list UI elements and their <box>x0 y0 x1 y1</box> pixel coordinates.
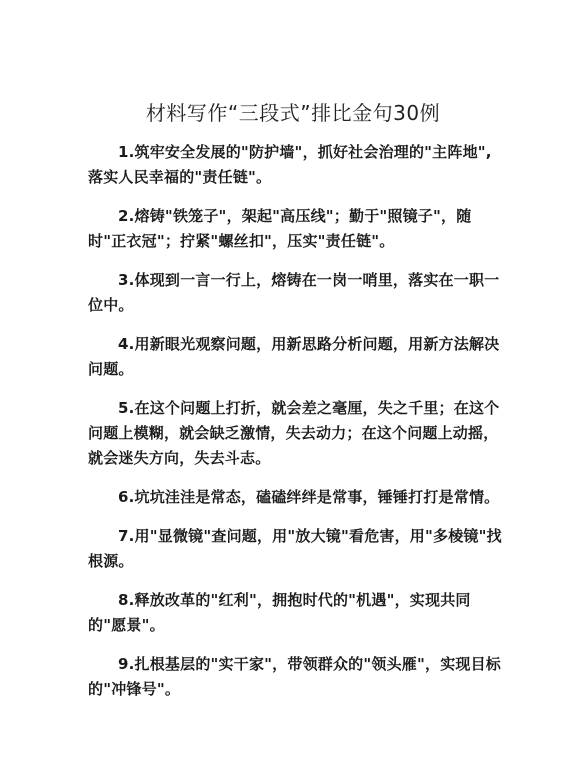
list-item: 9.扎根基层的"实干家"，带领群众的"领头雁"，实现目标的"冲锋号"。 <box>88 655 501 698</box>
sentence-list <box>88 140 502 716</box>
list-item: 4.用新眼光观察问题，用新思路分析问题，用新方法解决问题。 <box>88 335 500 378</box>
list-item: 3.体现到一言一行上，熔铸在一岗一哨里，落实在一职一位中。 <box>88 271 500 314</box>
list-item: 1.筑牢安全发展的"防护墙"，抓好社会治理的"主阵地",落实人民幸福的"责任链"。 <box>88 143 492 186</box>
list-item: 2.熔铸"铁笼子"，架起"高压线"；勤于"照镜子"，随时"正衣冠"；拧紧"螺丝扣"，压实"责任链"。 <box>88 207 472 250</box>
document-title: 材料写作“三段式”排比金句30例 <box>145 101 441 125</box>
list-item: 8.释放改革的"红利"，拥抱时代的"机遇"，实现共同的"愿景"。 <box>88 591 471 634</box>
list-item: 6.坑坑洼洼是常态，磕磕绊绊是常事，锤锤打打是常情。 <box>118 488 500 506</box>
list-item: 5.在这个问题上打折，就会差之毫厘，失之千里；在这个问题上模糊，就会缺乏激情，失去动力；在这个问题上动摇，就会迷失方向，失去斗志。 <box>88 399 500 467</box>
list-item: 7.用"显微镜"查问题，用"放大镜"看危害，用"多棱镜"找根源。 <box>88 527 502 570</box>
